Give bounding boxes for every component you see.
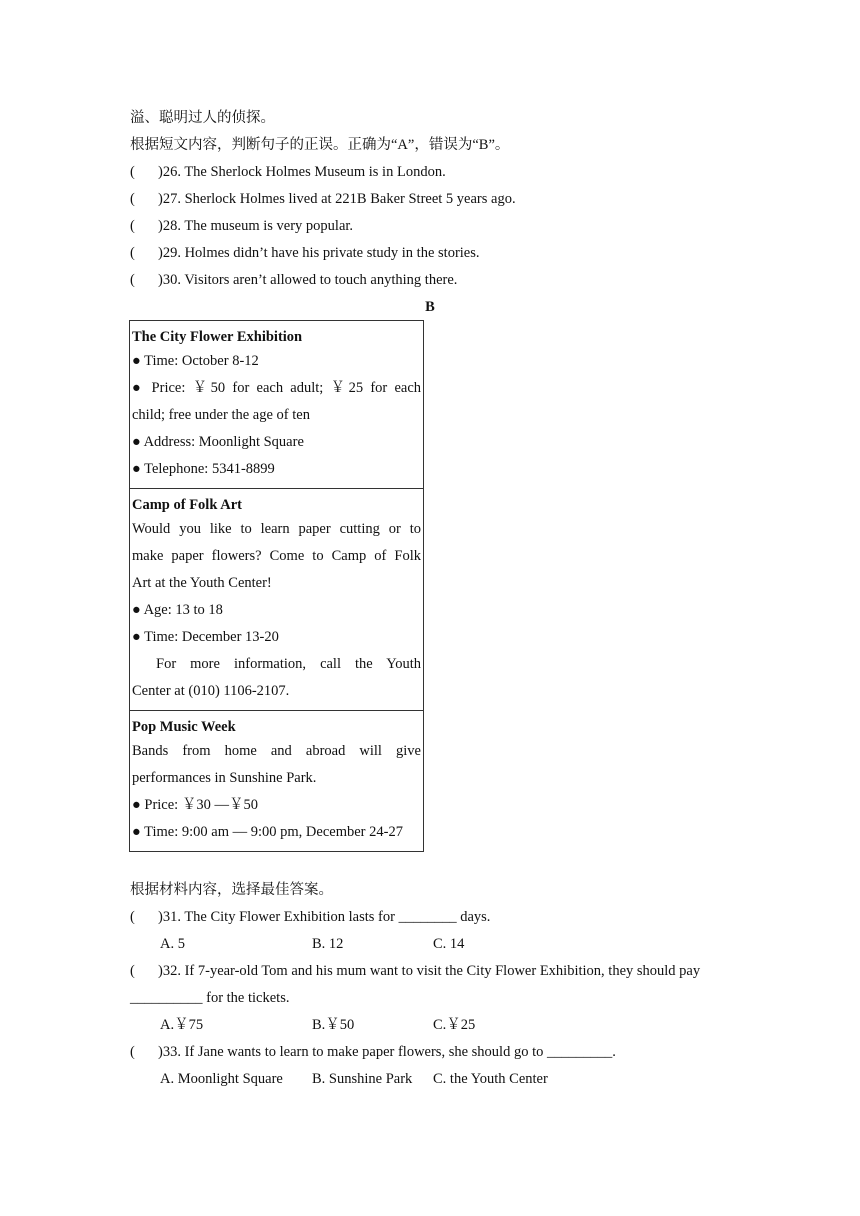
- question-text: )30. Visitors aren’t allowed to touch anything there.: [158, 272, 458, 288]
- question-text: )29. Holmes didn’t have his private study in the stories.: [158, 245, 480, 261]
- ad-info: For more information, call the Youth: [156, 656, 421, 672]
- ad-title: Camp of Folk Art: [132, 497, 242, 513]
- ad-info: Center at (010) 1106-2107.: [132, 683, 290, 699]
- answer-paren: (: [130, 164, 135, 180]
- answer-paren: (: [130, 218, 135, 234]
- answer-paren: (: [130, 963, 135, 979]
- question-31: [130, 907, 490, 927]
- option-a: A. 5: [160, 936, 185, 952]
- ad-description: Bands from home and abroad will give: [132, 743, 421, 759]
- answer-paren: (: [130, 1044, 135, 1060]
- question-32: [130, 961, 700, 981]
- ads-table: [129, 320, 424, 852]
- ad-description: performances in Sunshine Park.: [132, 770, 317, 786]
- ad-folk-art-camp: [130, 488, 423, 710]
- ad-address: ● Address: Moonlight Square: [132, 434, 304, 450]
- ad-age: ● Age: 13 to 18: [132, 602, 223, 618]
- question-text: )27. Sherlock Holmes lived at 221B Baker Street 5 years ago.: [158, 191, 516, 207]
- option-c: C.￥25: [433, 1017, 476, 1033]
- question-text: )31. The City Flower Exhibition lasts for ________ days.: [158, 909, 491, 925]
- question-text-cont: __________ for the tickets.: [130, 990, 290, 1006]
- option-c: C. the Youth Center: [433, 1071, 548, 1087]
- question-text: )26. The Sherlock Holmes Museum is in London.: [158, 164, 446, 180]
- answer-paren: (: [130, 245, 135, 261]
- question-28: [130, 216, 353, 236]
- ad-description: Art at the Youth Center!: [132, 575, 272, 591]
- question-text: )32. If 7-year-old Tom and his mum want to visit the City Flower Exhibition, they should pay: [158, 963, 701, 979]
- option-a: A.￥75: [160, 1017, 204, 1033]
- question-29: [130, 243, 480, 263]
- tf-instruction: 根据短文内容，判断句子的正误。正确为“A”，错误为“B”。: [130, 137, 510, 153]
- answer-paren: (: [130, 272, 135, 288]
- question-26: [130, 162, 446, 182]
- question-30: [130, 270, 457, 290]
- option-b: B.￥50: [312, 1017, 355, 1033]
- option-b: B. 12: [312, 936, 344, 952]
- section-b-heading: B: [425, 299, 435, 315]
- intro-text: 溢、聪明过人的侦探。: [130, 110, 275, 126]
- ad-flower-exhibition: [130, 321, 423, 488]
- question-text: )28. The museum is very popular.: [158, 218, 354, 234]
- ad-time: ● Time: 9:00 am — 9:00 pm, December 24-27: [132, 824, 403, 840]
- question-33: [130, 1042, 616, 1062]
- ad-time: ● Time: December 13-20: [132, 629, 279, 645]
- option-a: A. Moonlight Square: [160, 1071, 283, 1087]
- question-text: )33. If Jane wants to learn to make paper flowers, she should go to _________.: [158, 1044, 616, 1060]
- ad-description: Would you like to learn paper cutting or to: [132, 521, 421, 537]
- answer-paren: (: [130, 909, 135, 925]
- ad-price: ● Price: ￥30 —￥50: [132, 797, 258, 813]
- option-b: B. Sunshine Park: [312, 1071, 413, 1087]
- ad-title: The City Flower Exhibition: [132, 329, 303, 345]
- option-c: C. 14: [433, 936, 465, 952]
- ad-telephone: ● Telephone: 5341-8899: [132, 461, 275, 477]
- ad-time: ● Time: October 8-12: [132, 353, 259, 369]
- answer-paren: (: [130, 191, 135, 207]
- ad-pop-music-week: [130, 710, 423, 851]
- ad-price-cont: child; free under the age of ten: [132, 407, 310, 423]
- mc-instruction: 根据材料内容，选择最佳答案。: [130, 882, 333, 898]
- ad-description: make paper flowers? Come to Camp of Folk: [132, 548, 421, 564]
- ad-price: ● Price: ￥50 for each adult; ￥25 for each: [132, 380, 421, 396]
- question-27: [130, 189, 516, 209]
- ad-title: Pop Music Week: [132, 719, 236, 735]
